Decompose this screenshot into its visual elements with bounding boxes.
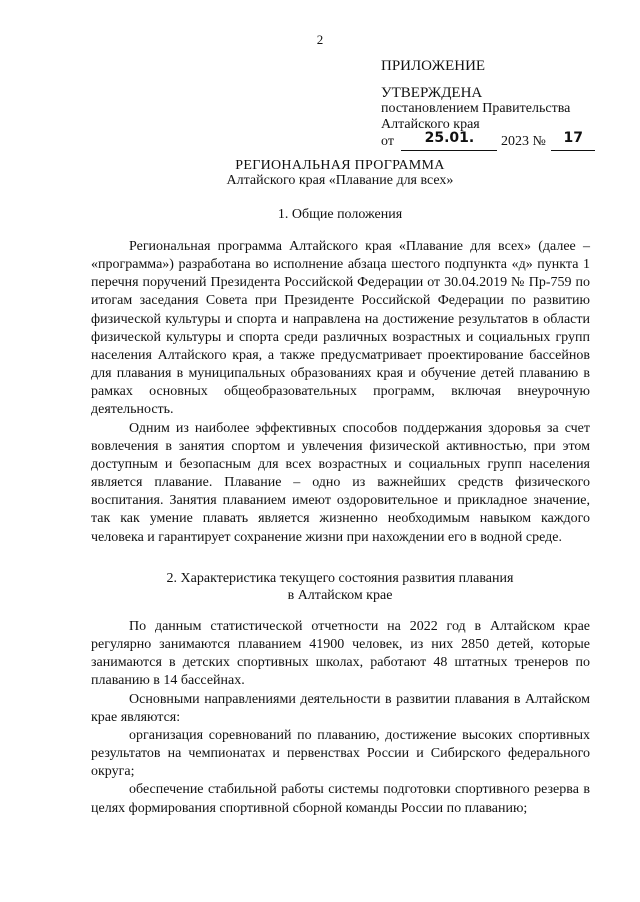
date-prefix: от bbox=[381, 134, 394, 149]
section2-heading-line2: в Алтайском крае bbox=[287, 588, 393, 603]
section1-body bbox=[91, 238, 590, 547]
section2-paragraph: обеспечение стабильной работы системы подготовки спортивного резерва в целях формирования спортивной сборной команды России по плаванию; bbox=[91, 782, 590, 816]
section2-paragraph: Основными направлениями деятельности в развитии плавания в Алтайском крае являются: bbox=[91, 691, 590, 725]
section1-paragraph: Региональная программа Алтайского края «Плавание для всех» (далее – «программа») разработана во исполнение абзаца шестого подпункта «д» пункта 1 перечня поручений Президента Российской Федерации от 30.04.2019 № Пр-759 по итогам заседания Совета при Президенте Российской Федерации по развитию физической культуры и спорта и направлена на достижение результатов в области физической культуры и спорта среди различных возрастных и социальных групп населения Алтайского края, а также предусматривает проектирование бассейнов для плавания в муниципальных образованиях края и обучение детей плаванию в рамках основных общеобразовательных программ, включая внеурочную деятельность. bbox=[91, 239, 590, 418]
number-value: 17 bbox=[563, 130, 584, 146]
program-subtitle: Алтайского края «Плавание для всех» bbox=[226, 173, 454, 188]
page-number: 2 bbox=[316, 32, 324, 47]
approved-by-line1: постановлением Правительства bbox=[381, 101, 571, 116]
section1-paragraph: Одним из наиболее эффективных способов поддержания здоровья за счет вовлечения в занятия спортом и увлечения физической активностью, при этом доступным и безопасным для всех возрастных и социальных групп населения является плавание. Плавание – одно из важнейших средств физического воспитания. Занятия плаванием имеют оздоровительное и прикладное значение, так как умение плавать является жизненно необходимым навыком каждого человека и гарантирует сохранение жизни при нахождении его в водной среде. bbox=[91, 420, 590, 545]
section2-heading bbox=[0, 570, 640, 604]
section1-heading: 1. Общие положения bbox=[277, 207, 403, 222]
program-title-block bbox=[0, 158, 640, 188]
program-title: РЕГИОНАЛЬНАЯ ПРОГРАММА bbox=[235, 158, 445, 173]
section2-paragraph: По данным статистической отчетности на 2022 год в Алтайском крае регулярно занимаются плаванием 41900 человек, из них 2850 детей, которые занимаются в детских спортивных школах, работают 48 штатных тренеров по плаванию в 14 бассейнах. bbox=[91, 619, 590, 689]
approved-label: УТВЕРЖДЕНА bbox=[381, 85, 483, 101]
date-value: 25.01. bbox=[424, 130, 475, 146]
appendix-label: ПРИЛОЖЕНИЕ bbox=[381, 58, 486, 74]
approval-stamp bbox=[381, 58, 621, 151]
section2-body bbox=[91, 618, 590, 818]
year-number-label: 2023 № bbox=[500, 134, 546, 149]
approval-date-line bbox=[381, 130, 621, 151]
section2-paragraph: организация соревнований по плаванию, достижение высоких спортивных результатов на чемпионатах и первенствах России и Сибирского федерального округа; bbox=[91, 727, 590, 780]
date-field bbox=[401, 130, 497, 151]
section2-heading-line1: 2. Характеристика текущего состояния развития плавания bbox=[166, 571, 514, 586]
number-field bbox=[551, 130, 595, 151]
approved-by-line2: Алтайского края bbox=[381, 117, 480, 132]
